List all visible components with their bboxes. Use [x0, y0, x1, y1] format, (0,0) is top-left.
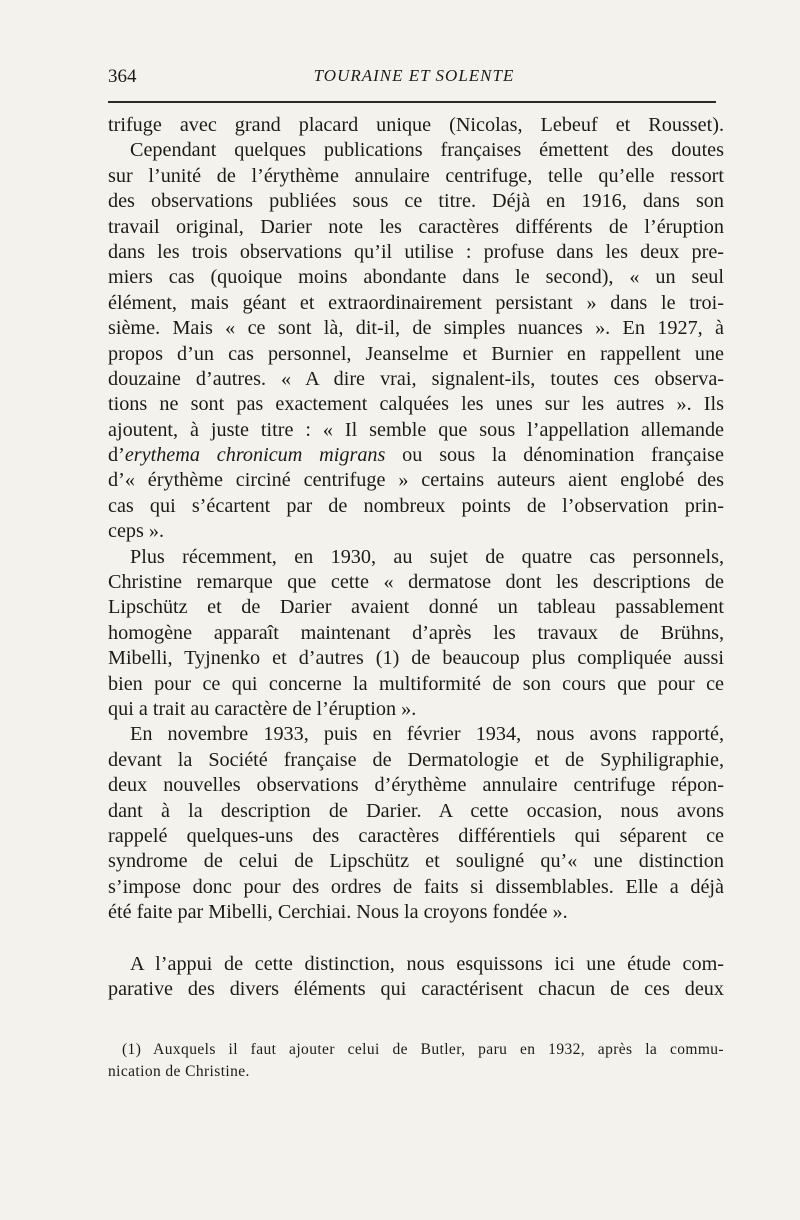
paragraph-gap	[108, 926, 724, 952]
text-line: bien pour ce qui concerne la multiformité de son cours que pour ce	[108, 672, 724, 695]
text-line: homogène apparaît maintenant d’après les travaux de Brühns,	[108, 621, 724, 644]
header-rule	[108, 101, 716, 103]
text-line: syndrome de celui de Lipschütz et souligné qu’« une distinction	[108, 850, 724, 873]
text-line: été faite par Mibelli, Cerchiai. Nous la croyons fondée ».	[108, 901, 568, 924]
text-line: En novembre 1933, puis en février 1934, nous avons rapporté,	[130, 723, 724, 746]
text-line: devant la Société française de Dermatologie et de Syphiligraphie,	[108, 748, 724, 771]
text-fragment: d’	[108, 444, 125, 467]
text-line: rappelé quelques-uns des caractères différentiels qui séparent ce	[108, 824, 724, 847]
text-line: tions ne sont pas exactement calquées les unes sur les autres ». Ils	[108, 393, 724, 416]
text-line: miers cas (quoique moins abondante dans le second), « un seul	[108, 266, 724, 289]
text-line: ajoutent, à juste titre : « Il semble que sous l’appellation allemande	[108, 418, 724, 441]
text-line: qui a trait au caractère de l’éruption ».	[108, 697, 417, 720]
body-text	[108, 113, 724, 1002]
text-line: parative des divers éléments qui caractérisent chacun de ces deux	[108, 977, 724, 1000]
page-number: 364	[108, 66, 137, 87]
text-line: deux nouvelles observations d’érythème annulaire centrifuge répon-	[108, 774, 724, 797]
footnote	[108, 1039, 724, 1083]
text-fragment: ou sous la dénomination française	[385, 444, 724, 467]
text-line: trifuge avec grand placard unique (Nicolas, Lebeuf et Rousset).	[108, 114, 724, 136]
text-line: Christine remarque que cette « dermatose dont les descriptions de	[108, 571, 724, 594]
text-line: dans les trois observations qu’il utilise : profuse dans les deux pre-	[108, 240, 724, 263]
text-line: sur l’unité de l’érythème annulaire centrifuge, telle qu’elle ressort	[108, 164, 724, 187]
text-line: Mibelli, Tyjnenko et d’autres (1) de beaucoup plus compliquée aussi	[108, 647, 724, 670]
footnote-line: nication de Christine.	[108, 1063, 250, 1080]
text-line: Lipschütz et de Darier avaient donné un tableau passablement	[108, 596, 724, 619]
page-header	[108, 66, 720, 96]
text-line: cas qui s’écartent par de nombreux points de l’observation prin-	[108, 494, 724, 517]
text-line: sième. Mais « ce sont là, dit-il, de simples nuances ». En 1927, à	[108, 317, 724, 340]
text-line: propos d’un cas personnel, Jeanselme et Burnier en rappellent une	[108, 342, 724, 365]
text-line: Plus récemment, en 1930, au sujet de quatre cas personnels,	[130, 545, 724, 568]
text-line: A l’appui de cette distinction, nous esquissons ici une étude com-	[130, 952, 724, 975]
text-line: travail original, Darier note les caractères différents de l’éruption	[108, 215, 724, 238]
italic-term: erythema chronicum migrans	[124, 444, 386, 467]
footnote-line: (1) Auxquels il faut ajouter celui de Butler, paru en 1932, après la commu-	[122, 1041, 724, 1058]
text-line: douzaine d’autres. « A dire vrai, signalent-ils, toutes ces observa-	[108, 367, 724, 390]
text-line: élément, mais géant et extraordinairement persistant » dans le troi-	[108, 291, 724, 314]
text-line: dant à la description de Darier. A cette occasion, nous avons	[108, 799, 724, 822]
text-line: des observations publiées sous ce titre. Déjà en 1916, dans son	[108, 190, 724, 213]
text-line: d’« érythème circiné centrifuge » certains auteurs aient englobé des	[108, 469, 724, 492]
text-line: Cependant quelques publications françaises émettent des doutes	[130, 139, 724, 162]
text-line-mixed	[108, 443, 724, 468]
text-line: s’impose donc pour des ordres de faits si dissemblables. Elle a déjà	[108, 875, 724, 898]
running-title: TOURAINE ET SOLENTE	[313, 66, 515, 85]
text-line: ceps ».	[108, 520, 165, 543]
